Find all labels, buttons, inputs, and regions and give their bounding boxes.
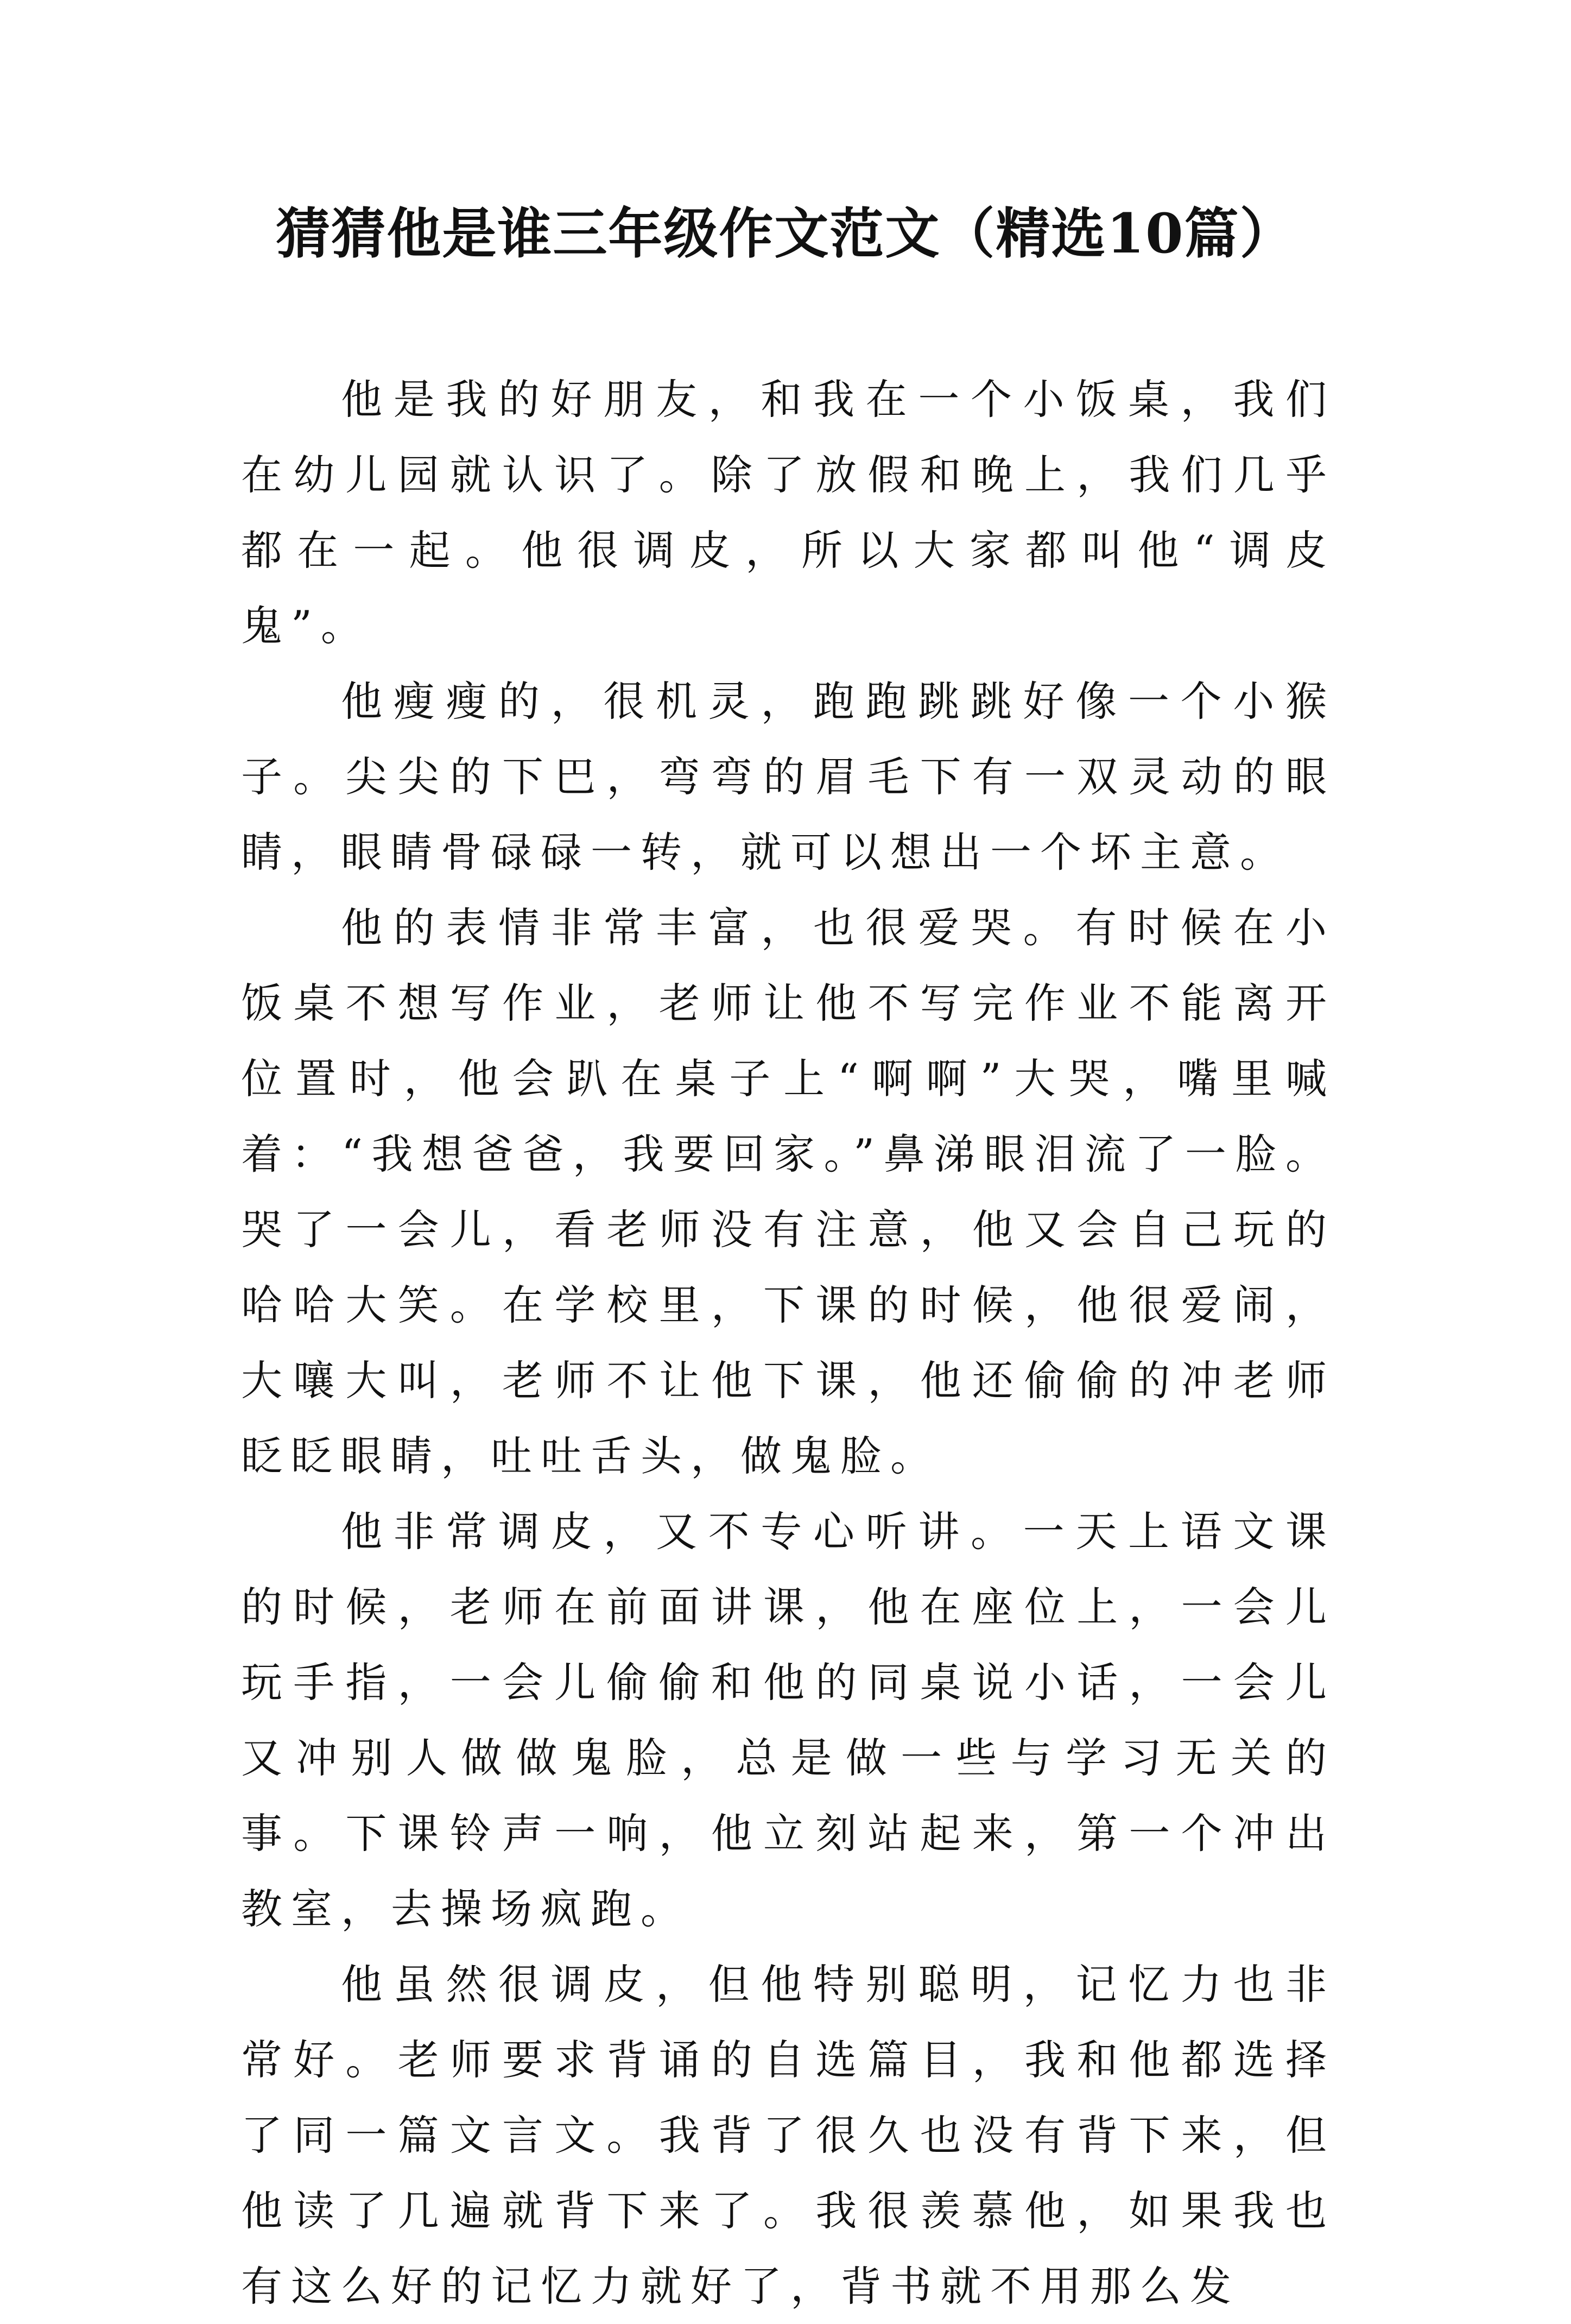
page-title: 猜猜他是谁三年级作文范文（精选10篇） <box>276 201 1295 266</box>
paragraph-3: 他的表情非常丰富，也很爱哭。有时候在小饭桌不想写作业，老师让他不写完作业不能离开位置时，他会趴在桌子上“啊啊”大哭，嘴里喊着：“我想爸爸，我要回家。”鼻涕眼泪流了一脸。哭了一会儿，看老师没有注意，他又会自己玩的哈哈大笑。在学校里，下课的时候，他很爱闹，大嚷大叫，老师不让他下课，他还偷偷的冲老师眨眨眼睛，吐吐舌头，做鬼脸。 <box>241 904 1335 1480</box>
document-body <box>241 362 1335 2324</box>
paragraph-2: 他瘦瘦的，很机灵，跑跑跳跳好像一个小猴子。尖尖的下巴，弯弯的眉毛下有一双灵动的眼睛，眼睛骨碌碌一转，就可以想出一个坏主意。 <box>241 677 1335 876</box>
paragraph-1: 他是我的好朋友，和我在一个小饭桌，我们在幼儿园就认识了。除了放假和晚上，我们几乎都在一起。他很调皮，所以大家都叫他“调皮鬼”。 <box>241 375 1335 650</box>
paragraph-5: 他虽然很调皮，但他特别聪明，记忆力也非常好。老师要求背诵的自选篇目，我和他都选择了同一篇文言文。我背了很久也没有背下来，但他读了几遍就背下来了。我很羡慕他，如果我也有这么好的记忆力就好了，背书就不用那么发 <box>241 1960 1335 2310</box>
paragraph-4: 他非常调皮，又不专心听讲。一天上语文课的时候，老师在前面讲课，他在座位上，一会儿玩手指，一会儿偷偷和他的同桌说小话，一会儿又冲别人做做鬼脸，总是做一些与学习无关的事。下课铃声一响，他立刻站起来，第一个冲出教室，去操场疯跑。 <box>241 1507 1335 1933</box>
